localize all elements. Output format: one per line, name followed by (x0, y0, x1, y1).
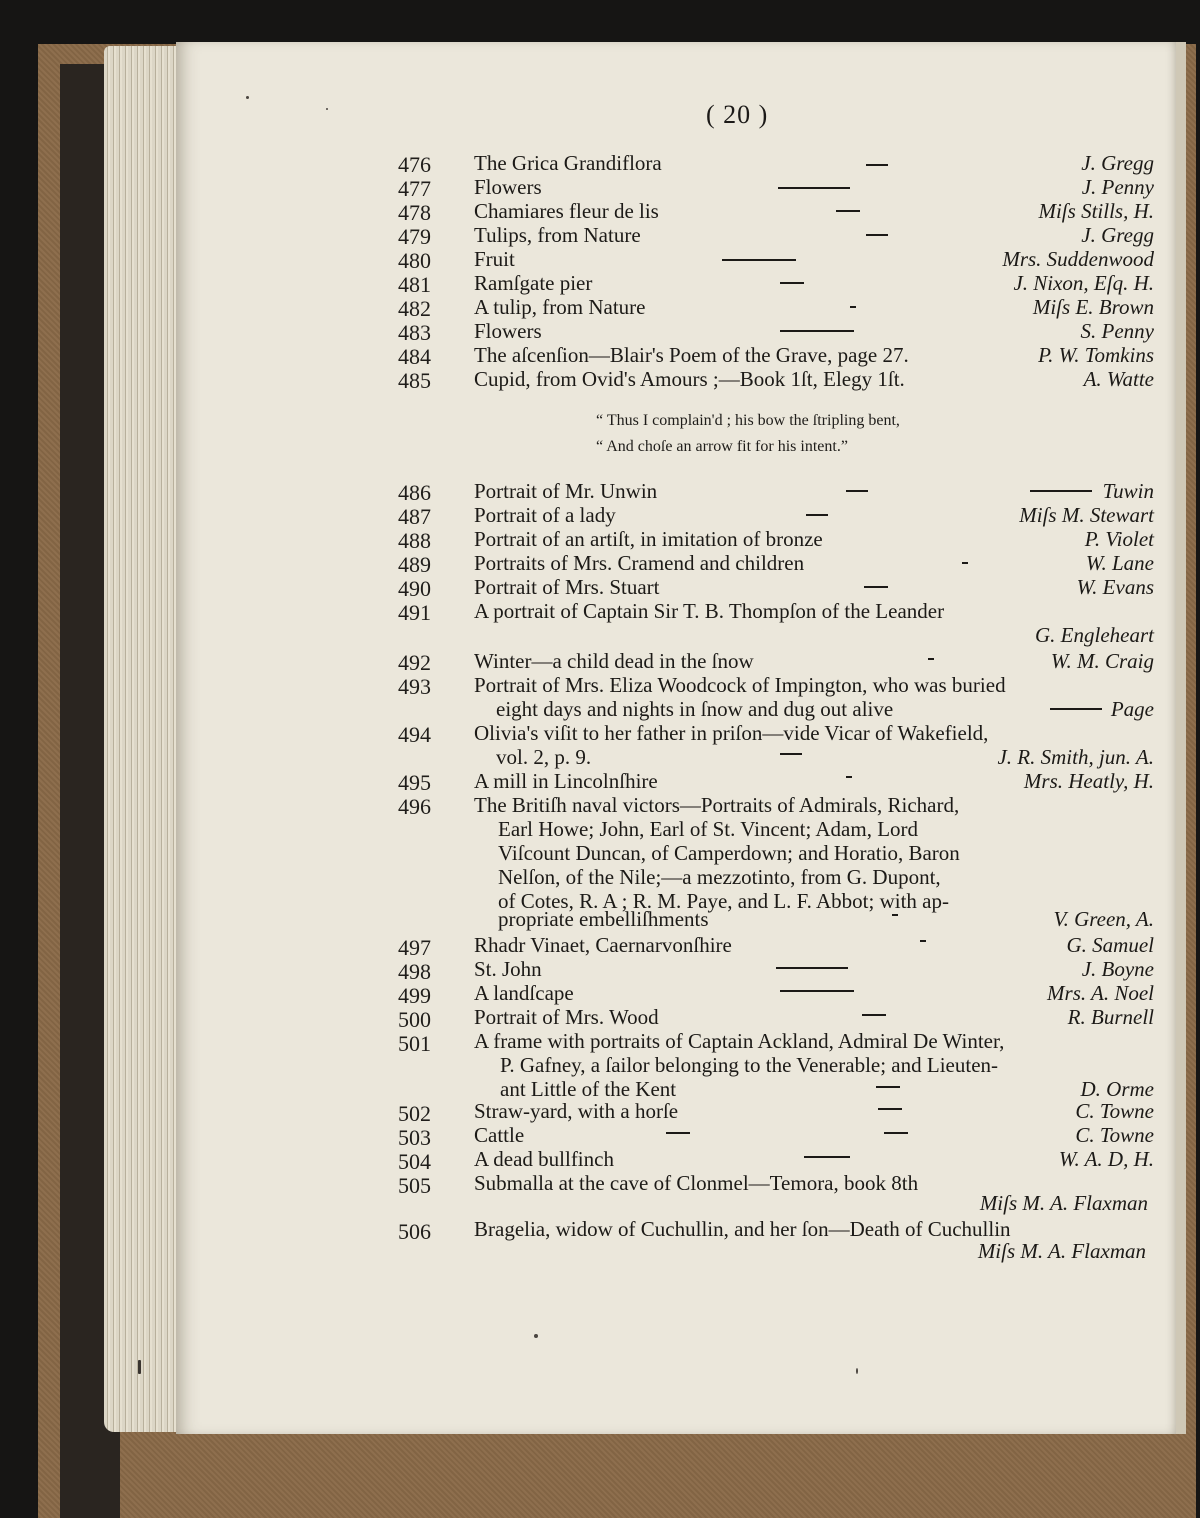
entry-number: 503 (398, 1125, 431, 1150)
entry-dash (928, 658, 934, 660)
entry-artist: J. Penny (1081, 175, 1154, 199)
entry-dash (876, 1086, 900, 1088)
entry-artist: Tuwin (1102, 479, 1154, 503)
paper-speck (856, 1368, 858, 1374)
entry-artist: Miſs Stills, H. (1038, 199, 1154, 223)
entry-artist: C. Towne (1075, 1099, 1154, 1123)
entry-title-cont: P. Gafney, a ſailor belonging to the Venerable; and Lieuten- (500, 1053, 999, 1077)
entry-number: 477 (398, 176, 431, 201)
entry-number: 494 (398, 722, 431, 747)
entry-title: Portrait of a lady (474, 503, 616, 527)
entry-number: 495 (398, 770, 431, 795)
paper-speck (326, 108, 328, 110)
entry-artist: C. Towne (1075, 1123, 1154, 1147)
entry-title: Tulips, from Nature (474, 223, 641, 247)
entry-dash (878, 1108, 902, 1110)
entry-artist: Mrs. Suddenwood (1002, 247, 1154, 271)
entry-artist: Page (1110, 697, 1154, 721)
entry-title: Winter—a child dead in the ſnow (474, 649, 754, 673)
entry-dash (866, 234, 888, 236)
entry-number: 491 (398, 600, 431, 625)
entry-title: The Grica Grandiflora (474, 151, 662, 175)
entry-artist: Miſs M. A. Flaxman (977, 1239, 1146, 1263)
entry-number: 497 (398, 935, 431, 960)
entry-number: 479 (398, 224, 431, 249)
entry-dash (866, 164, 888, 166)
quote-line: “ And choſe an arrow fit for his intent.” (596, 438, 848, 455)
entry-title: Straw-yard, with a horſe (474, 1099, 679, 1123)
entry-artist: V. Green, A. (1053, 907, 1154, 931)
entry-artist: S. Penny (1080, 319, 1154, 343)
entry-title: A portrait of Captain Sir T. B. Thompſon of the Leander (474, 599, 945, 623)
entry-title: Cattle (474, 1123, 525, 1147)
entry-dash (1050, 708, 1102, 710)
entry-dash (850, 306, 856, 308)
entry-title: A frame with portraits of Captain Ackland, Admiral De Winter, (474, 1029, 1005, 1053)
entry-artist: W. Lane (1085, 551, 1154, 575)
entry-title-cont: of Cotes, R. A ; R. M. Paye, and L. F. Abbot; with ap- (498, 889, 949, 913)
entry-artist: J. Nixon, Eſq. H. (1013, 271, 1154, 295)
entry-dash (884, 1132, 908, 1134)
entry-number: 481 (398, 272, 431, 297)
entry-artist: D. Orme (1080, 1077, 1154, 1101)
entry-number: 492 (398, 650, 431, 675)
entry-title: Flowers (474, 319, 542, 343)
entry-number: 502 (398, 1101, 431, 1126)
entry-dash (778, 187, 850, 189)
entry-dash (962, 562, 968, 564)
entry-artist: W. Evans (1076, 575, 1154, 599)
entry-artist: G. Engleheart (1035, 623, 1154, 647)
page-right-edge (1176, 42, 1186, 1434)
page-edges (104, 46, 184, 1432)
entry-number: 476 (398, 152, 431, 177)
entry-title: A dead bullfinch (474, 1147, 614, 1171)
entry-title: Rhadr Vinaet, Caernarvonſhire (474, 933, 732, 957)
paper-speck (246, 96, 249, 99)
entry-dash (666, 1132, 690, 1134)
entry-artist: J. Gregg (1081, 223, 1154, 247)
entry-artist: W. A. D, H. (1058, 1147, 1154, 1171)
entry-title: A tulip, from Nature (474, 295, 646, 319)
entry-number: 505 (398, 1173, 431, 1198)
entry-title: The aſcenſion—Blair's Poem of the Grave, page 27. (474, 343, 909, 367)
entry-number: 499 (398, 983, 431, 1008)
entry-dash (804, 1156, 850, 1158)
entry-dash (776, 967, 848, 969)
entry-title: Ramſgate pier (474, 271, 593, 295)
entry-title-cont: Earl Howe; John, Earl of St. Vincent; Adam, Lord (498, 817, 919, 841)
entry-title: Bragelia, widow of Cuchullin, and her ſon—Death of Cuchullin (474, 1217, 1011, 1241)
page-number: ( 20 ) (706, 100, 769, 129)
entry-dash (892, 914, 898, 916)
entry-number: 480 (398, 248, 431, 273)
entry-number: 496 (398, 794, 431, 819)
entry-artist: J. Gregg (1081, 151, 1154, 175)
entry-title: A mill in Lincolnſhire (474, 769, 658, 793)
entry-number: 500 (398, 1007, 431, 1032)
paper-speck (534, 1334, 538, 1338)
entry-title-cont: Viſcount Duncan, of Camperdown; and Horatio, Baron (498, 841, 960, 865)
entry-dash (846, 490, 868, 492)
entry-artist: Miſs M. A. Flaxman (979, 1191, 1148, 1215)
entry-artist: J. Boyne (1081, 957, 1154, 981)
entry-title: Portrait of Mrs. Eliza Woodcock of Impington, who was buried (474, 673, 1006, 697)
entry-number: 483 (398, 320, 431, 345)
entry-dash (780, 282, 804, 284)
entry-title: Portrait of Mrs. Wood (474, 1005, 659, 1029)
entry-dash (1030, 490, 1092, 492)
entry-title-cont: eight days and nights in ſnow and dug out alive (496, 697, 894, 721)
entry-dash (864, 586, 888, 588)
entry-dash (846, 776, 852, 778)
entry-dash (780, 753, 802, 755)
entry-artist: Mrs. Heatly, H. (1023, 769, 1154, 793)
entry-title: A landſcape (474, 981, 574, 1005)
entry-artist: A. Watte (1083, 367, 1154, 391)
entry-number: 490 (398, 576, 431, 601)
entry-number: 488 (398, 528, 431, 553)
entry-artist: Miſs M. Stewart (1019, 503, 1154, 527)
entry-number: 493 (398, 674, 431, 699)
entry-number: 478 (398, 200, 431, 225)
entry-artist: G. Samuel (1066, 933, 1154, 957)
entry-artist: P. Violet (1084, 527, 1154, 551)
entry-number: 504 (398, 1149, 431, 1174)
entry-number: 487 (398, 504, 431, 529)
entry-artist: R. Burnell (1067, 1005, 1154, 1029)
entry-title: Chamiares fleur de lis (474, 199, 659, 223)
entry-dash (836, 210, 860, 212)
entry-title-cont: ant Little of the Kent (500, 1077, 677, 1101)
entry-number: 498 (398, 959, 431, 984)
entry-title: Portraits of Mrs. Cramend and children (474, 551, 805, 575)
entry-dash (806, 514, 828, 516)
entry-artist: P. W. Tomkins (1038, 343, 1154, 367)
entry-dash (862, 1014, 886, 1016)
entry-dash (780, 990, 854, 992)
entry-artist: J. R. Smith, jun. A. (997, 745, 1154, 769)
entry-artist: W. M. Craig (1050, 649, 1154, 673)
entry-number: 501 (398, 1031, 431, 1056)
entry-title: Submalla at the cave of Clonmel—Temora, book 8th (474, 1171, 919, 1195)
entry-artist: Mrs. A. Noel (1047, 981, 1154, 1005)
entry-title: Portrait of an artiſt, in imitation of bronze (474, 527, 823, 551)
entry-dash (722, 259, 796, 261)
entry-title: The Britiſh naval victors—Portraits of Admirals, Richard, (474, 793, 960, 817)
entry-number: 482 (398, 296, 431, 321)
entry-dash (920, 940, 926, 942)
entry-title: St. John (474, 957, 542, 981)
entry-title: Fruit (474, 247, 515, 271)
entry-title: Portrait of Mrs. Stuart (474, 575, 660, 599)
quote-line: “ Thus I complain'd ; his bow the ſtripling bent, (596, 412, 900, 429)
entry-number: 489 (398, 552, 431, 577)
entry-number: 486 (398, 480, 431, 505)
entry-number: 485 (398, 368, 431, 393)
entry-title-cont: vol. 2, p. 9. (496, 745, 592, 769)
paper-mark (138, 1360, 141, 1374)
entry-number: 506 (398, 1219, 431, 1244)
entry-number: 484 (398, 344, 431, 369)
entry-title: Portrait of Mr. Unwin (474, 479, 658, 503)
entry-dash (780, 330, 854, 332)
entry-artist: Miſs E. Brown (1032, 295, 1154, 319)
entry-title-cont: Nelſon, of the Nile;—a mezzotinto, from G. Dupont, (498, 865, 941, 889)
entry-title-cont: propriate embelliſhments (498, 907, 709, 931)
entry-title: Cupid, from Ovid's Amours ;—Book 1ſt, Elegy 1ſt. (474, 367, 905, 391)
entry-title: Flowers (474, 175, 542, 199)
entry-title: Olivia's viſit to her father in priſon—vide Vicar of Wakefield, (474, 721, 989, 745)
